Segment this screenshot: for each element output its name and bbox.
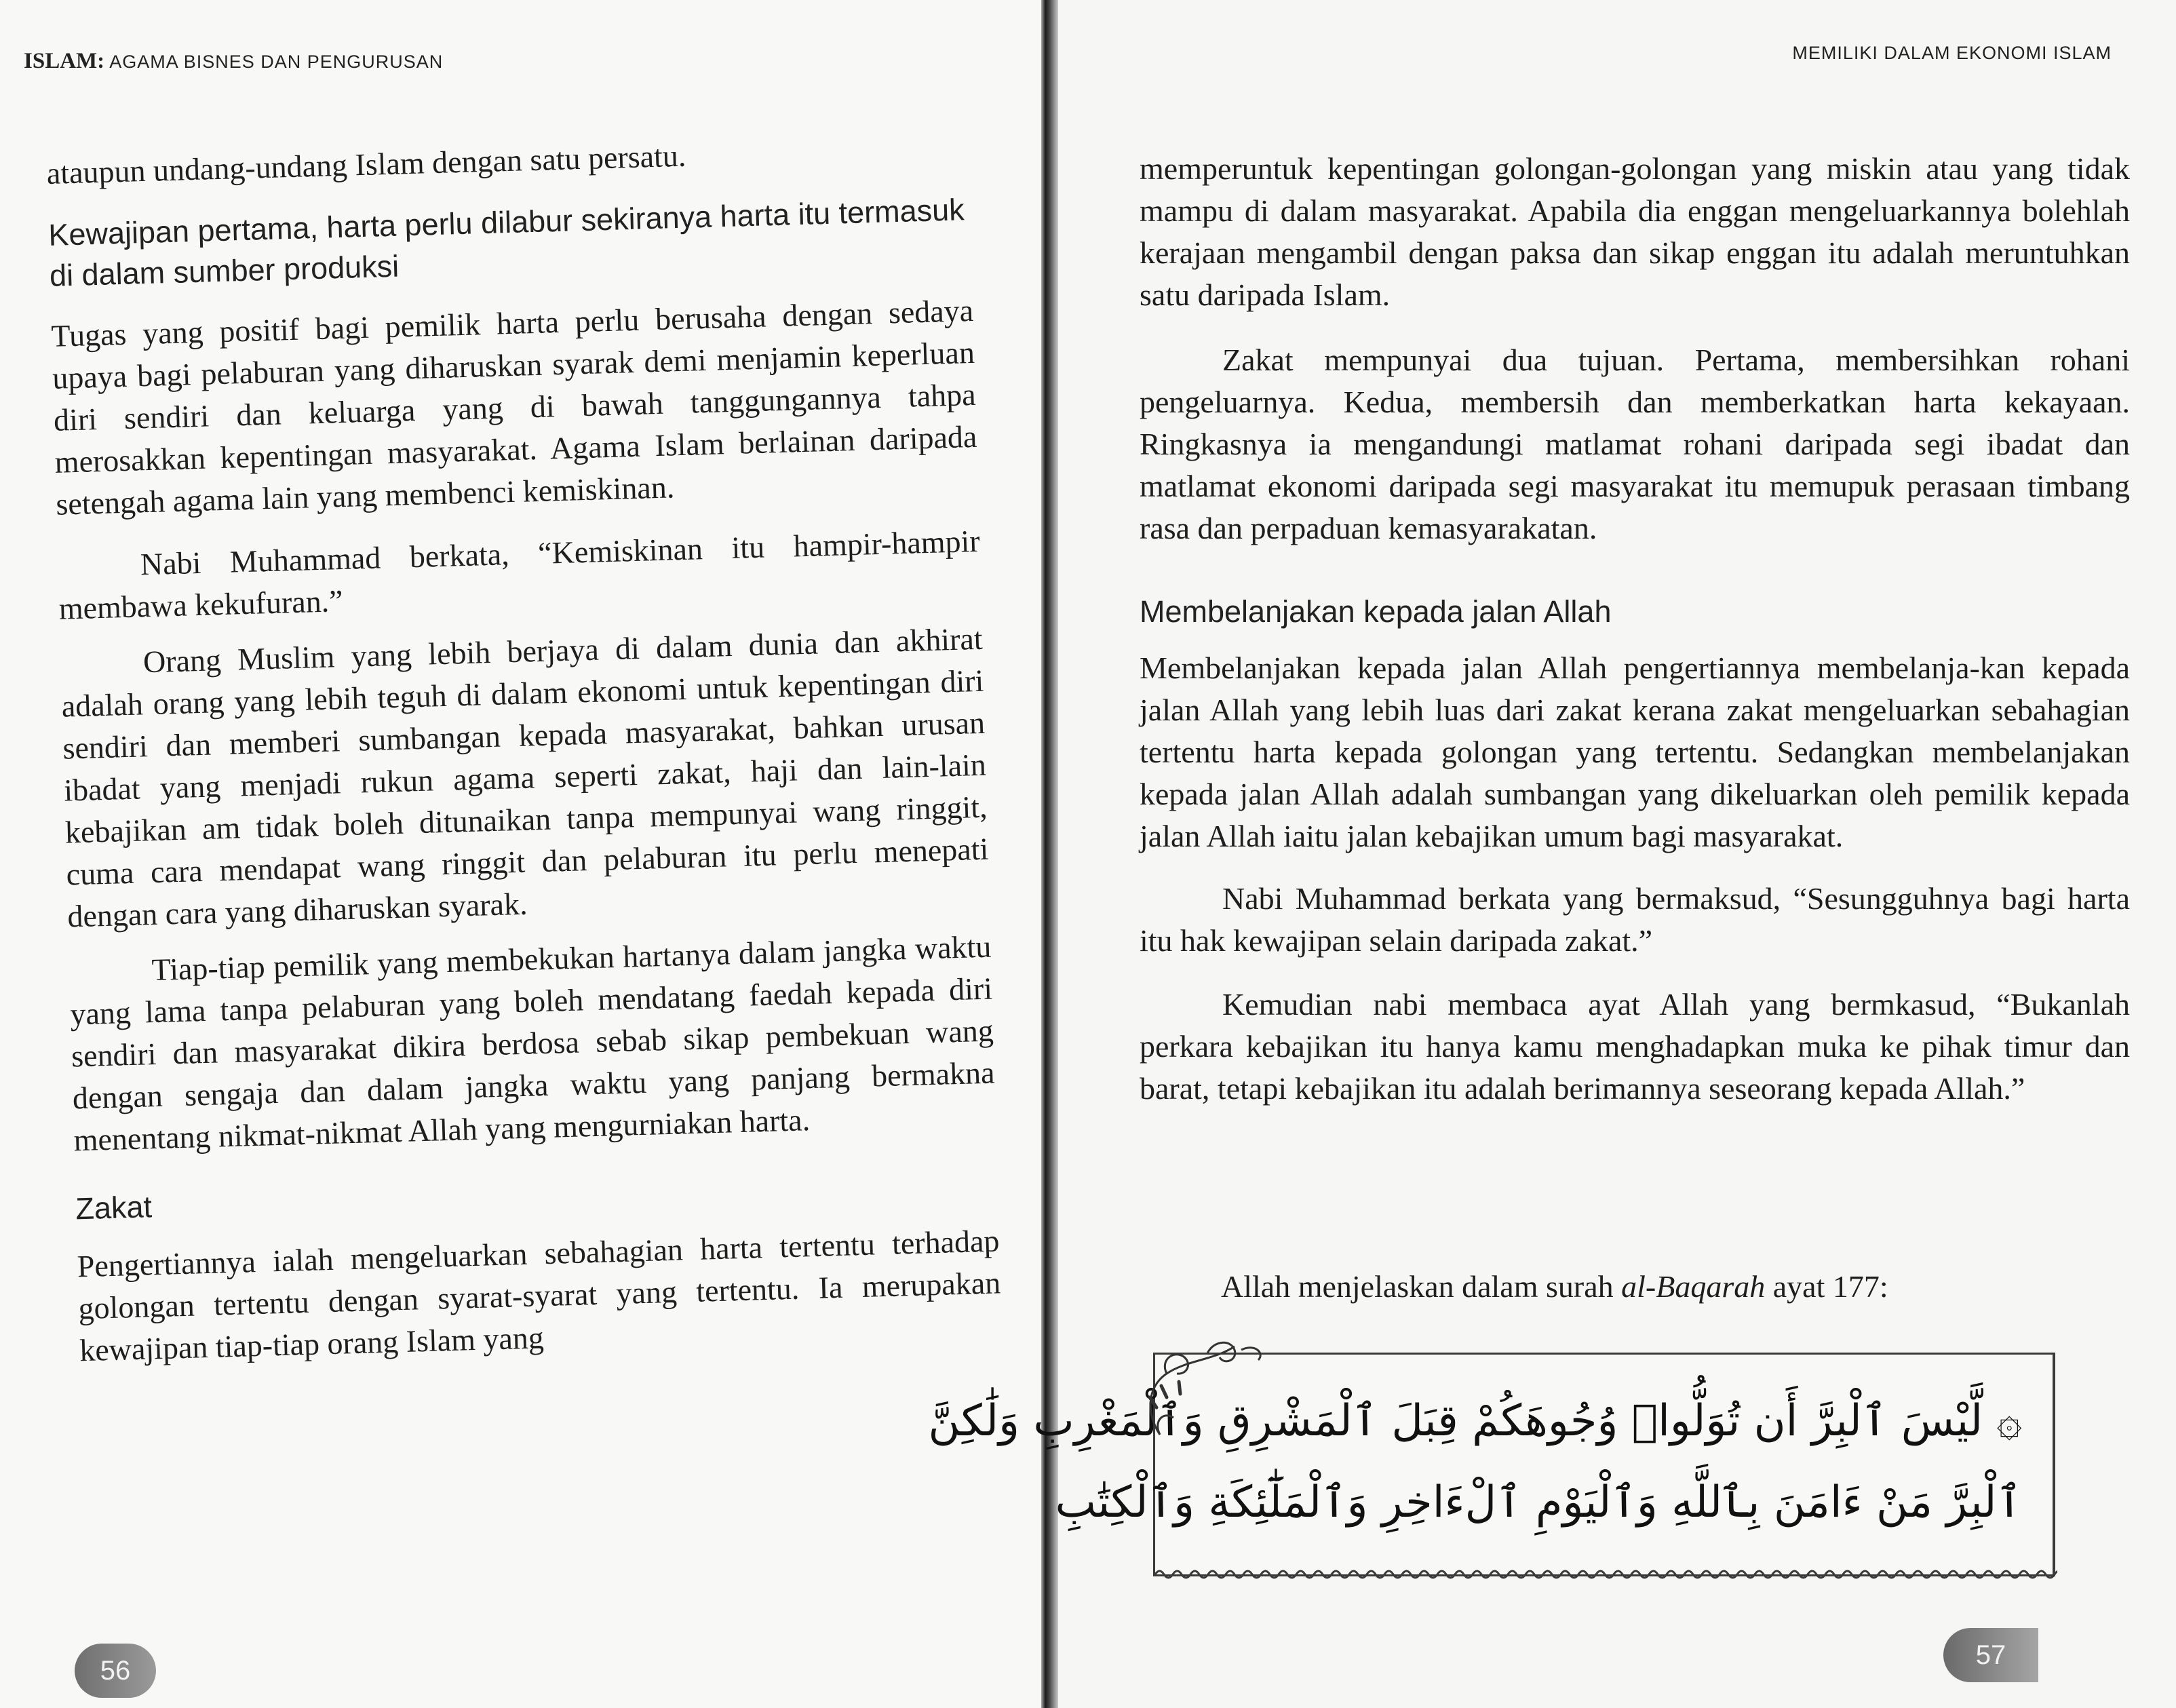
surah-intro: [1221, 1266, 2130, 1308]
page-number: 57: [1975, 1639, 2006, 1670]
floral-corner-ornament: [1140, 1333, 1268, 1462]
body-paragraph: Nabi Muhammad berkata yang bermaksud, “Sesungguhnya bagi harta itu hak kewajipan selain daripada zakat.”: [1140, 881, 2130, 958]
page-number-tab: [75, 1644, 156, 1698]
running-head-title: ISLAM:: [24, 49, 105, 73]
body-paragraph: Nabi Muhammad berkata, “Kemiskinan itu hampir-hampir membawa kekufuran.”: [58, 523, 981, 626]
body-paragraph: Kemudian nabi membaca ayat Allah yang bermkasud, “Bukanlah perkara kebajikan itu hanya kamu menghadapkan muka ke pihak timur dan barat, tetapi kebajikan itu adalah berimannya seseorang kepada Allah.”: [1140, 987, 2130, 1106]
section-heading: Kewajipan pertama, harta perlu dilabur sekiranya harta itu termasuk di dalam sumber produksi: [47, 192, 965, 293]
body-paragraph: Tugas yang positif bagi pemilik harta perlu berusaha dengan sedaya upaya bagi pelaburan yang diharuskan syarak demi menjamin keperluan diri sendiri dan keluarga yang di bawah tanggungannya tahpa merosakkan kepentingan masyarakat. Agama Islam berlainan daripada setengah agama lain yang membenci kemiskinan.: [50, 292, 977, 522]
body-paragraph: ataupun undang-undang Islam dengan satu persatu.: [46, 138, 686, 191]
right-body-text: [1140, 148, 2130, 1110]
page-number: 56: [100, 1655, 131, 1686]
body-paragraph: Membelanjakan kepada jalan Allah pengertiannya membelanja-kan kepada jalan Allah yang lebih luas dari zakat kerana zakat mengeluarkan sebahagian tertentu harta kepada golongan yang tertentu. Sedangkan membelanjakan kepada jalan Allah adalah sumbangan yang dikeluarkan oleh pemilik kepada jalan Allah iaitu jalan kebajikan umum bagi masyarakat.: [1140, 651, 2130, 853]
surah-name: al-Baqarah: [1621, 1269, 1766, 1304]
quran-verse-frame: [928, 1353, 2055, 1576]
body-paragraph: Pengertiannya ialah mengeluarkan sebahagian harta tertentu terhadap golongan tertentu dengan syarat-syarat yang tertentu. Ia merupakan kewajipan tiap-tiap orang Islam yang: [77, 1223, 1001, 1368]
running-head-left: [24, 49, 443, 74]
verse-line-1: ۞ لَّيْسَ ٱلْبِرَّ أَن تُوَلُّوا۟ وُجُوهَكُمْ قِبَلَ ٱلْمَشْرِقِ وَٱلْمَغْرِبِ وَلَٰكِنَّ: [928, 1396, 2022, 1446]
left-page: [0, 0, 1041, 1708]
book-gutter: [1041, 0, 1058, 1708]
body-paragraph: Zakat mempunyai dua tujuan. Pertama, membersihkan rohani pengeluarnya. Kedua, membersih dan memberkatkan harta kekayaan. Ringkasnya ia mengandungi matlamat rohani daripada segi ibadat dan matlamat ekonomi daripada segi masyarakat itu memupuk perasaan timbang rasa dan perpaduan kemasyarakatan.: [1140, 343, 2130, 545]
surah-intro-before: Allah menjelaskan dalam surah: [1221, 1269, 1622, 1304]
running-head-right: [1792, 43, 2112, 64]
running-head-subtitle: AGAMA BISNES DAN PENGURUSAN: [104, 52, 444, 72]
running-head-chapter: MEMILIKI DALAM EKONOMI ISLAM: [1792, 43, 2112, 63]
body-paragraph: memperuntuk kepentingan golongan-golongan yang miskin atau yang tidak mampu di dalam masyarakat. Apabila dia enggan mengeluarkannya bolehlah kerajaan mengambil dengan paksa dan sikap enggan itu adalah meruntuhkan satu daripada Islam.: [1140, 151, 2130, 312]
section-heading: Membelanjakan kepada jalan Allah: [1140, 594, 1612, 629]
section-heading: Zakat: [75, 1189, 153, 1226]
surah-intro-after: ayat 177:: [1765, 1269, 1888, 1304]
page-number-tab: [1943, 1628, 2038, 1682]
verse-line-2: ٱلْبِرَّ مَنْ ءَامَنَ بِٱللَّهِ وَٱلْيَوْمِ ٱلْءَاخِرِ وَٱلْمَلَٰٓئِكَةِ وَٱلْكِتَٰبِ: [1055, 1477, 2022, 1528]
body-paragraph: Tiap-tiap pemilik yang membekukan hartanya dalam jangka waktu yang lama tanpa pelaburan yang boleh mendatang faedah kepada diri sendiri dan masyarakat dikira berdosa sebab sikap pembekuan wang dengan sengaja dan dalam jangka waktu yang panjang bermakna menentang nikmat-nikmat Allah yang mengurniakan harta.: [69, 929, 996, 1158]
wavy-border-ornament: [1155, 1565, 2057, 1584]
body-paragraph: Orang Muslim yang lebih berjaya di dalam dunia dan akhirat adalah orang yang lebih teguh di dalam ekonomi untuk kepentingan diri sendiri dan memberi sumbangan kepada masyarakat, bahkan urusan ibadat yang menjadi rukun agama seperti zakat, haji dan lain-lain kebajikan am tidak boleh ditunaikan tanpa mempunyai wang ringgit, cuma cara mendapat wang ringgit dan pelaburan itu perlu menepati dengan cara yang diharuskan syarak.: [61, 621, 989, 934]
left-body-text: [46, 127, 1003, 1372]
